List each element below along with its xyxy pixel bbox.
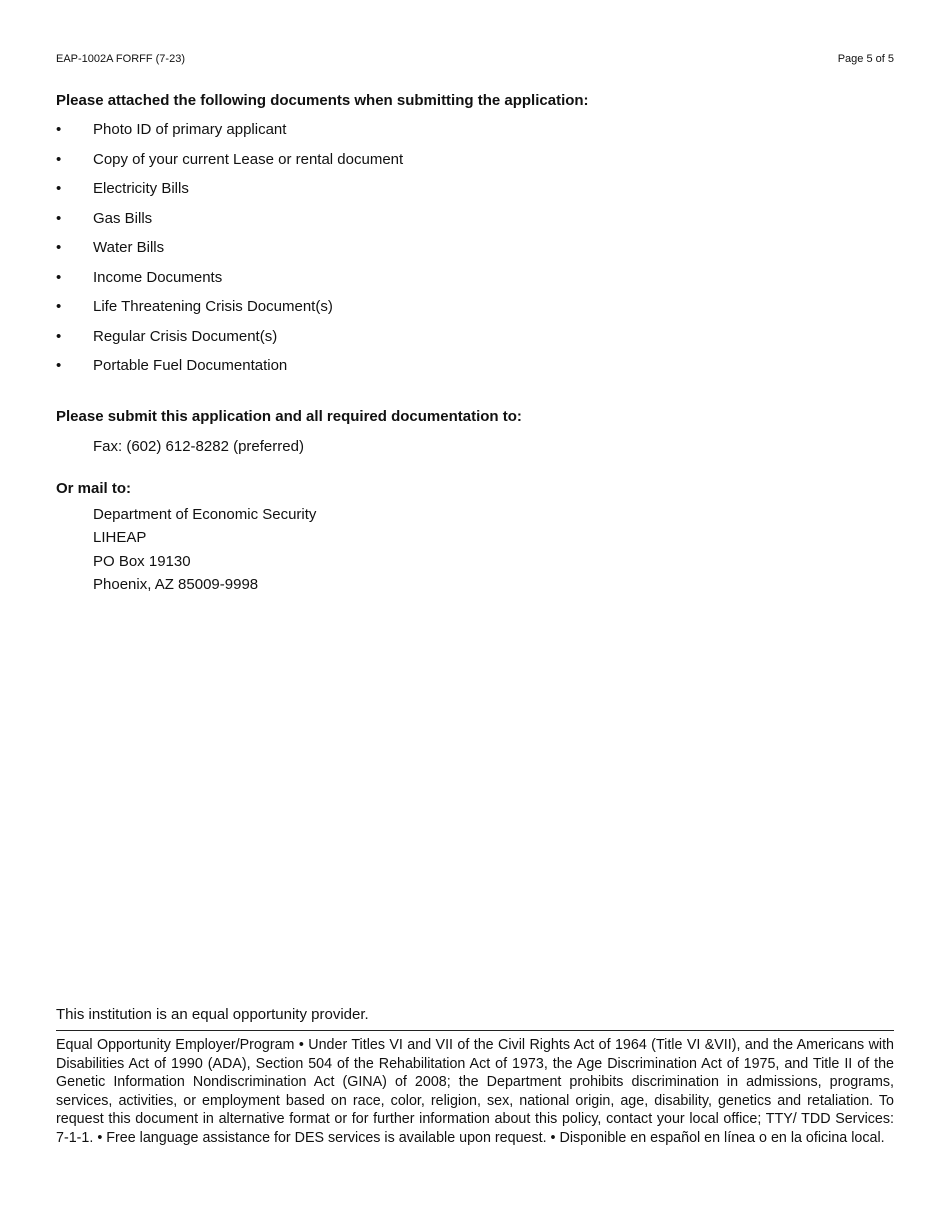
bullet: • [56, 121, 62, 138]
list-item-label: Regular Crisis Document(s) [93, 327, 278, 345]
bullet: • [56, 357, 62, 374]
bullet: • [56, 180, 62, 197]
documents-heading: Please attached the following documents when submitting the application: [56, 92, 589, 109]
list-item-label: Life Threatening Crisis Document(s) [93, 298, 333, 315]
list-item-label: Electricity Bills [93, 180, 189, 197]
address-line: LIHEAP [93, 529, 147, 547]
address-line: PO Box 19130 [93, 552, 191, 570]
bullet: • [56, 150, 62, 168]
bullet: • [56, 239, 62, 256]
submit-heading: Please submit this application and all required documentation to: [56, 408, 522, 425]
form-id: EAP-1002A FORFF (7-23) [56, 53, 185, 65]
address-line: Phoenix, AZ 85009-9998 [93, 575, 259, 593]
nondiscrimination-notice: Equal Opportunity Employer/Program • Under Titles VI and VII of the Civil Rights Act of 1964 (Title VI &VII), and the Americans with Disabilities Act of 1990 (ADA), Section 504 of the Rehabilitation Act of 1973, the Age Discrimination Act of 1975, and Title II of the Genetic Information Nondiscrimination Act (GINA) of 2008; the Department prohibits discrimination in admissions, programs, services, activities, or employment based on race, color, religion, sex, national origin, age, disability, genetics and retaliation. To request this document in alternative format or for further information about this policy, contact your local office; TTY/ TDD Services: 7-1-1. • Free language assistance for DES services is available upon request. • Disponible en español en línea o en la oficina local. [56, 1037, 894, 1146]
list-item-label: Gas Bills [93, 209, 153, 227]
fax-number: Fax: (602) 612-8282 (preferred) [93, 438, 304, 455]
bullet: • [56, 209, 62, 227]
list-item-label: Copy of your current Lease or rental document [93, 150, 404, 168]
list-item-label: Income Documents [93, 268, 223, 286]
bullet: • [56, 268, 62, 286]
list-item-label: Photo ID of primary applicant [93, 121, 287, 138]
page-number: Page 5 of 5 [837, 53, 894, 65]
footer-divider [56, 1030, 894, 1031]
list-item-label: Portable Fuel Documentation [93, 357, 288, 374]
bullet: • [56, 298, 62, 315]
mail-heading: Or mail to: [56, 480, 132, 497]
mailing-address [93, 503, 316, 596]
bullet: • [56, 327, 62, 345]
address-line: Department of Economic Security [93, 506, 317, 523]
list-item-label: Water Bills [93, 239, 165, 256]
equal-opportunity-statement: This institution is an equal opportunity provider. [56, 1006, 369, 1023]
